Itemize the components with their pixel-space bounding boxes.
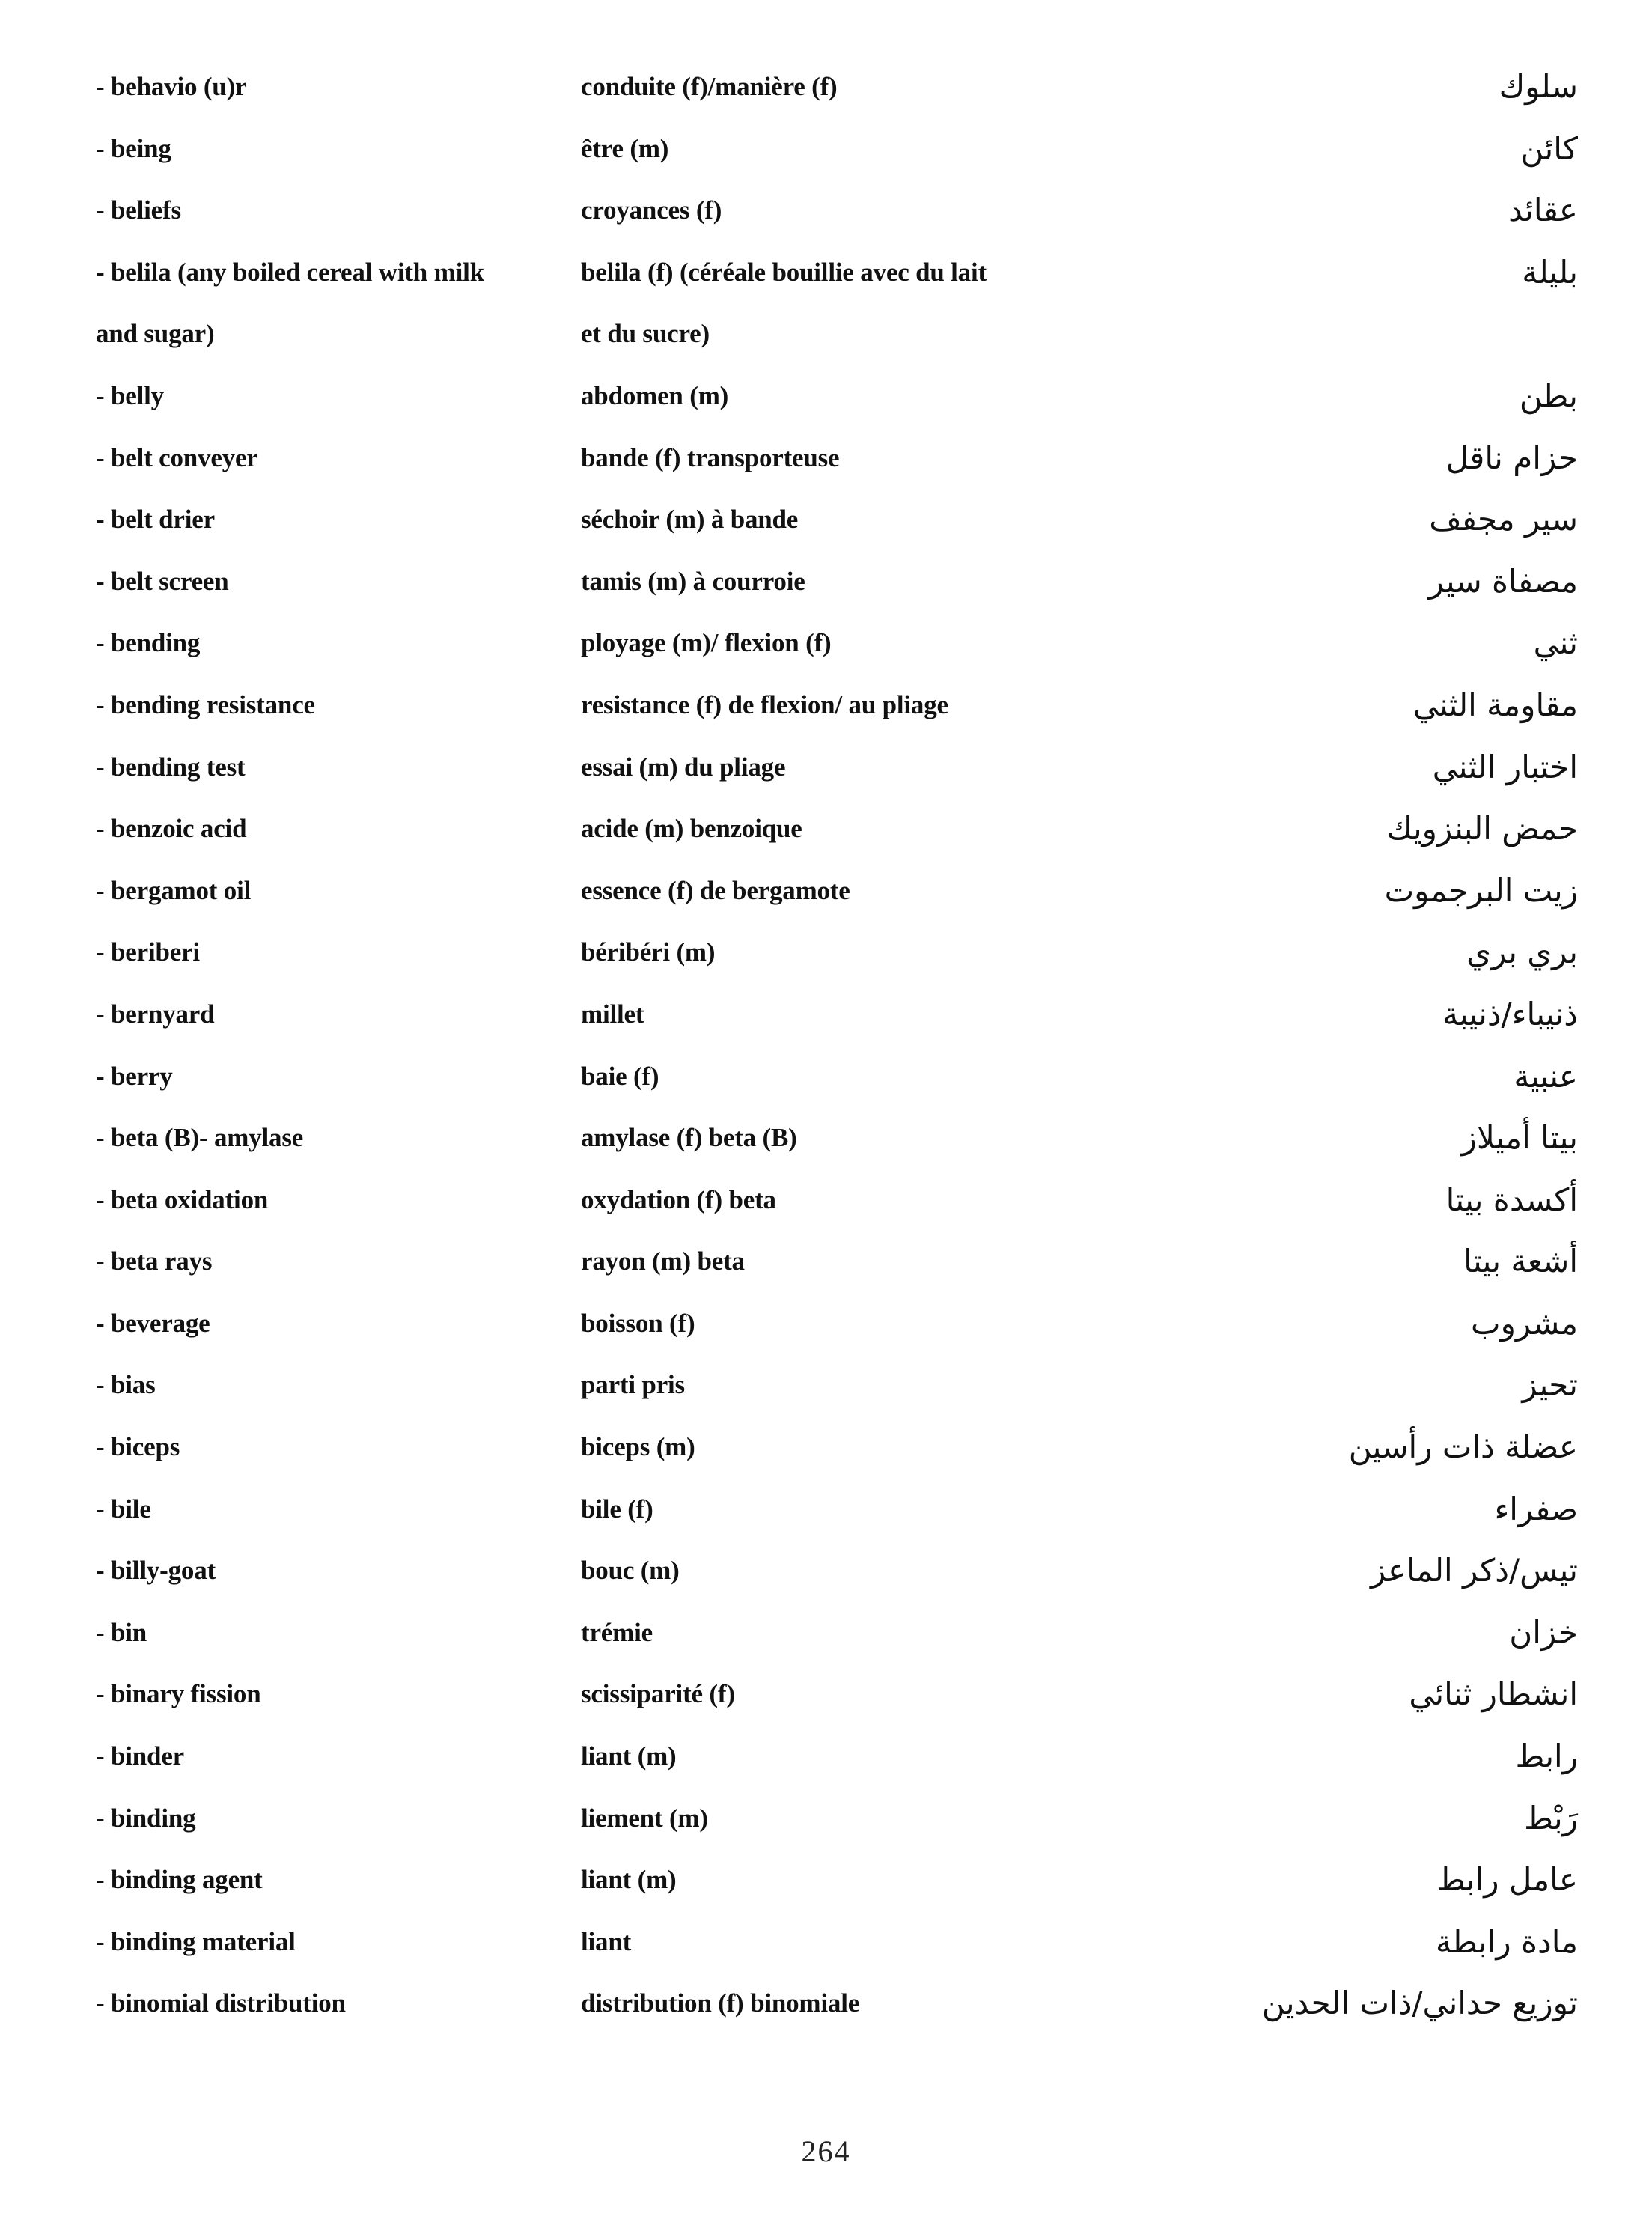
french-term: bouc (m) bbox=[581, 1556, 680, 1586]
glossary-row bbox=[96, 561, 1578, 623]
glossary-row bbox=[96, 1982, 1578, 2045]
arabic-term: رابط bbox=[1515, 1738, 1578, 1775]
french-term: essai (m) du pliage bbox=[581, 752, 786, 782]
arabic-term: خزان bbox=[1509, 1613, 1578, 1651]
glossary-row bbox=[96, 189, 1578, 252]
english-term: - beta rays bbox=[96, 1247, 213, 1276]
french-term: tamis (m) à courroie bbox=[581, 566, 805, 596]
arabic-term: بطن bbox=[1519, 377, 1578, 414]
english-term: - beliefs bbox=[96, 195, 181, 225]
glossary-row bbox=[96, 684, 1578, 746]
arabic-term: مصفاة سير bbox=[1428, 562, 1578, 600]
french-term: liant bbox=[581, 1926, 632, 1956]
french-term: baie (f) bbox=[581, 1061, 659, 1091]
english-term: - bin bbox=[96, 1617, 147, 1647]
glossary-row bbox=[96, 1550, 1578, 1612]
glossary-row bbox=[96, 1673, 1578, 1735]
french-term: oxydation (f) beta bbox=[581, 1184, 776, 1214]
english-term: - bergamot oil bbox=[96, 875, 252, 905]
french-term: trémie bbox=[581, 1617, 653, 1647]
french-term: liement (m) bbox=[581, 1803, 708, 1833]
arabic-term: انشطار ثنائي bbox=[1409, 1675, 1578, 1713]
french-term: millet bbox=[581, 999, 644, 1029]
arabic-term: أكسدة بيتا bbox=[1445, 1181, 1578, 1218]
glossary-row bbox=[96, 1798, 1578, 1860]
english-term: - belt drier bbox=[96, 505, 215, 535]
english-term: - binding agent bbox=[96, 1865, 263, 1895]
arabic-term: رَبْط bbox=[1524, 1799, 1578, 1836]
english-term: - beta (B)- amylase bbox=[96, 1123, 304, 1153]
arabic-term: أشعة بيتا bbox=[1463, 1243, 1578, 1280]
french-term: rayon (m) beta bbox=[581, 1247, 745, 1276]
french-term: et du sucre) bbox=[581, 319, 710, 349]
french-term: bile (f) bbox=[581, 1494, 653, 1524]
glossary-row bbox=[96, 1426, 1578, 1488]
english-term: - bending test bbox=[96, 752, 246, 782]
french-term: essence (f) de bergamote bbox=[581, 875, 850, 905]
arabic-term: بليلة bbox=[1522, 253, 1578, 290]
english-term: - bernyard bbox=[96, 999, 215, 1029]
arabic-term: بيتا أميلاز bbox=[1461, 1119, 1578, 1157]
glossary-row bbox=[96, 808, 1578, 870]
glossary-row bbox=[96, 375, 1578, 437]
english-term: - binder bbox=[96, 1741, 184, 1771]
glossary-table bbox=[96, 66, 1578, 2045]
english-term: - benzoic acid bbox=[96, 814, 247, 844]
french-term: belila (f) (céréale bouillie avec du lait bbox=[581, 257, 987, 287]
arabic-term: عامل رابط bbox=[1436, 1861, 1578, 1899]
english-term: - binding material bbox=[96, 1926, 296, 1956]
english-term: - being bbox=[96, 133, 171, 163]
arabic-term: كائن bbox=[1520, 130, 1578, 167]
french-term: distribution (f) binomiale bbox=[581, 1988, 860, 2018]
french-term: être (m) bbox=[581, 133, 669, 163]
french-term: resistance (f) de flexion/ au pliage bbox=[581, 690, 948, 719]
english-term: - biceps bbox=[96, 1432, 180, 1462]
glossary-row bbox=[96, 746, 1578, 809]
glossary-row bbox=[96, 1921, 1578, 1983]
french-term: biceps (m) bbox=[581, 1432, 695, 1462]
french-term: béribéri (m) bbox=[581, 937, 716, 967]
arabic-term: عقائد bbox=[1508, 192, 1578, 229]
glossary-row bbox=[96, 931, 1578, 993]
glossary-row bbox=[96, 1859, 1578, 1921]
arabic-term: ذنيباء/ذنيبة bbox=[1442, 995, 1578, 1032]
french-term: amylase (f) beta (B) bbox=[581, 1123, 797, 1153]
arabic-term: حمض البنزويك bbox=[1386, 810, 1578, 847]
french-term: scissiparité (f) bbox=[581, 1679, 735, 1709]
glossary-row bbox=[96, 252, 1578, 314]
glossary-row bbox=[96, 499, 1578, 561]
french-term: ployage (m)/ flexion (f) bbox=[581, 628, 832, 658]
glossary-row bbox=[96, 1056, 1578, 1118]
english-term: - beta oxidation bbox=[96, 1184, 269, 1214]
french-term: bande (f) transporteuse bbox=[581, 442, 840, 472]
french-term: séchoir (m) à bande bbox=[581, 505, 799, 535]
english-term: - binding bbox=[96, 1803, 196, 1833]
glossary-row bbox=[96, 1179, 1578, 1241]
arabic-term: حزام ناقل bbox=[1445, 439, 1578, 476]
glossary-row bbox=[96, 1364, 1578, 1426]
english-term: - bending resistance bbox=[96, 690, 315, 719]
english-term: - belt conveyer bbox=[96, 442, 258, 472]
english-term: - beriberi bbox=[96, 937, 200, 967]
arabic-term: عضلة ذات رأسين bbox=[1348, 1428, 1578, 1466]
arabic-term: تيس/ذكر الماعز bbox=[1370, 1552, 1578, 1589]
glossary-row bbox=[96, 128, 1578, 190]
english-term: and sugar) bbox=[96, 319, 215, 349]
french-term: liant (m) bbox=[581, 1741, 677, 1771]
english-term: - belt screen bbox=[96, 566, 229, 596]
arabic-term: سير مجفف bbox=[1429, 501, 1578, 538]
english-term: - beverage bbox=[96, 1308, 210, 1338]
arabic-term: صفراء bbox=[1494, 1490, 1578, 1527]
arabic-term: ثني bbox=[1533, 624, 1578, 662]
glossary-row bbox=[96, 1735, 1578, 1798]
french-term: liant (m) bbox=[581, 1865, 677, 1895]
arabic-term: تحيز bbox=[1522, 1366, 1578, 1404]
glossary-row bbox=[96, 870, 1578, 932]
english-term: - bending bbox=[96, 628, 201, 658]
french-term: boisson (f) bbox=[581, 1308, 695, 1338]
arabic-term: مشروب bbox=[1471, 1304, 1578, 1342]
arabic-term: سلوك bbox=[1499, 68, 1578, 105]
page-number: 264 bbox=[801, 2134, 851, 2168]
glossary-row bbox=[96, 993, 1578, 1056]
glossary-row bbox=[96, 1241, 1578, 1303]
glossary-row bbox=[96, 1488, 1578, 1550]
glossary-row bbox=[96, 1117, 1578, 1179]
english-term: - bile bbox=[96, 1494, 151, 1524]
glossary-row bbox=[96, 1612, 1578, 1674]
english-term: - belly bbox=[96, 380, 164, 410]
french-term: acide (m) benzoique bbox=[581, 814, 802, 844]
glossary-row bbox=[96, 622, 1578, 684]
glossary-row bbox=[96, 66, 1578, 128]
arabic-term: مقاومة الثني bbox=[1412, 686, 1578, 723]
french-term: conduite (f)/manière (f) bbox=[581, 72, 838, 101]
arabic-term: مادة رابطة bbox=[1436, 1923, 1578, 1960]
french-term: croyances (f) bbox=[581, 195, 722, 225]
arabic-term: اختبار الثني bbox=[1432, 748, 1578, 785]
english-term: - binary fission bbox=[96, 1679, 261, 1709]
arabic-term: عنبية bbox=[1514, 1057, 1578, 1095]
glossary-row bbox=[96, 1303, 1578, 1365]
arabic-term: زيت البرجموت bbox=[1384, 871, 1578, 909]
english-term: - billy-goat bbox=[96, 1556, 216, 1586]
english-term: - berry bbox=[96, 1061, 173, 1091]
arabic-term: توزيع حداني/ذات الحدين bbox=[1261, 1985, 1578, 2022]
french-term: parti pris bbox=[581, 1370, 685, 1400]
arabic-term: بري بري bbox=[1466, 934, 1578, 971]
english-term: - behavio (u)r bbox=[96, 72, 247, 101]
glossary-row bbox=[96, 313, 1578, 375]
english-term: - binomial distribution bbox=[96, 1988, 346, 2018]
english-term: - bias bbox=[96, 1370, 156, 1400]
glossary-row bbox=[96, 437, 1578, 499]
english-term: - belila (any boiled cereal with milk bbox=[96, 257, 484, 287]
french-term: abdomen (m) bbox=[581, 380, 729, 410]
